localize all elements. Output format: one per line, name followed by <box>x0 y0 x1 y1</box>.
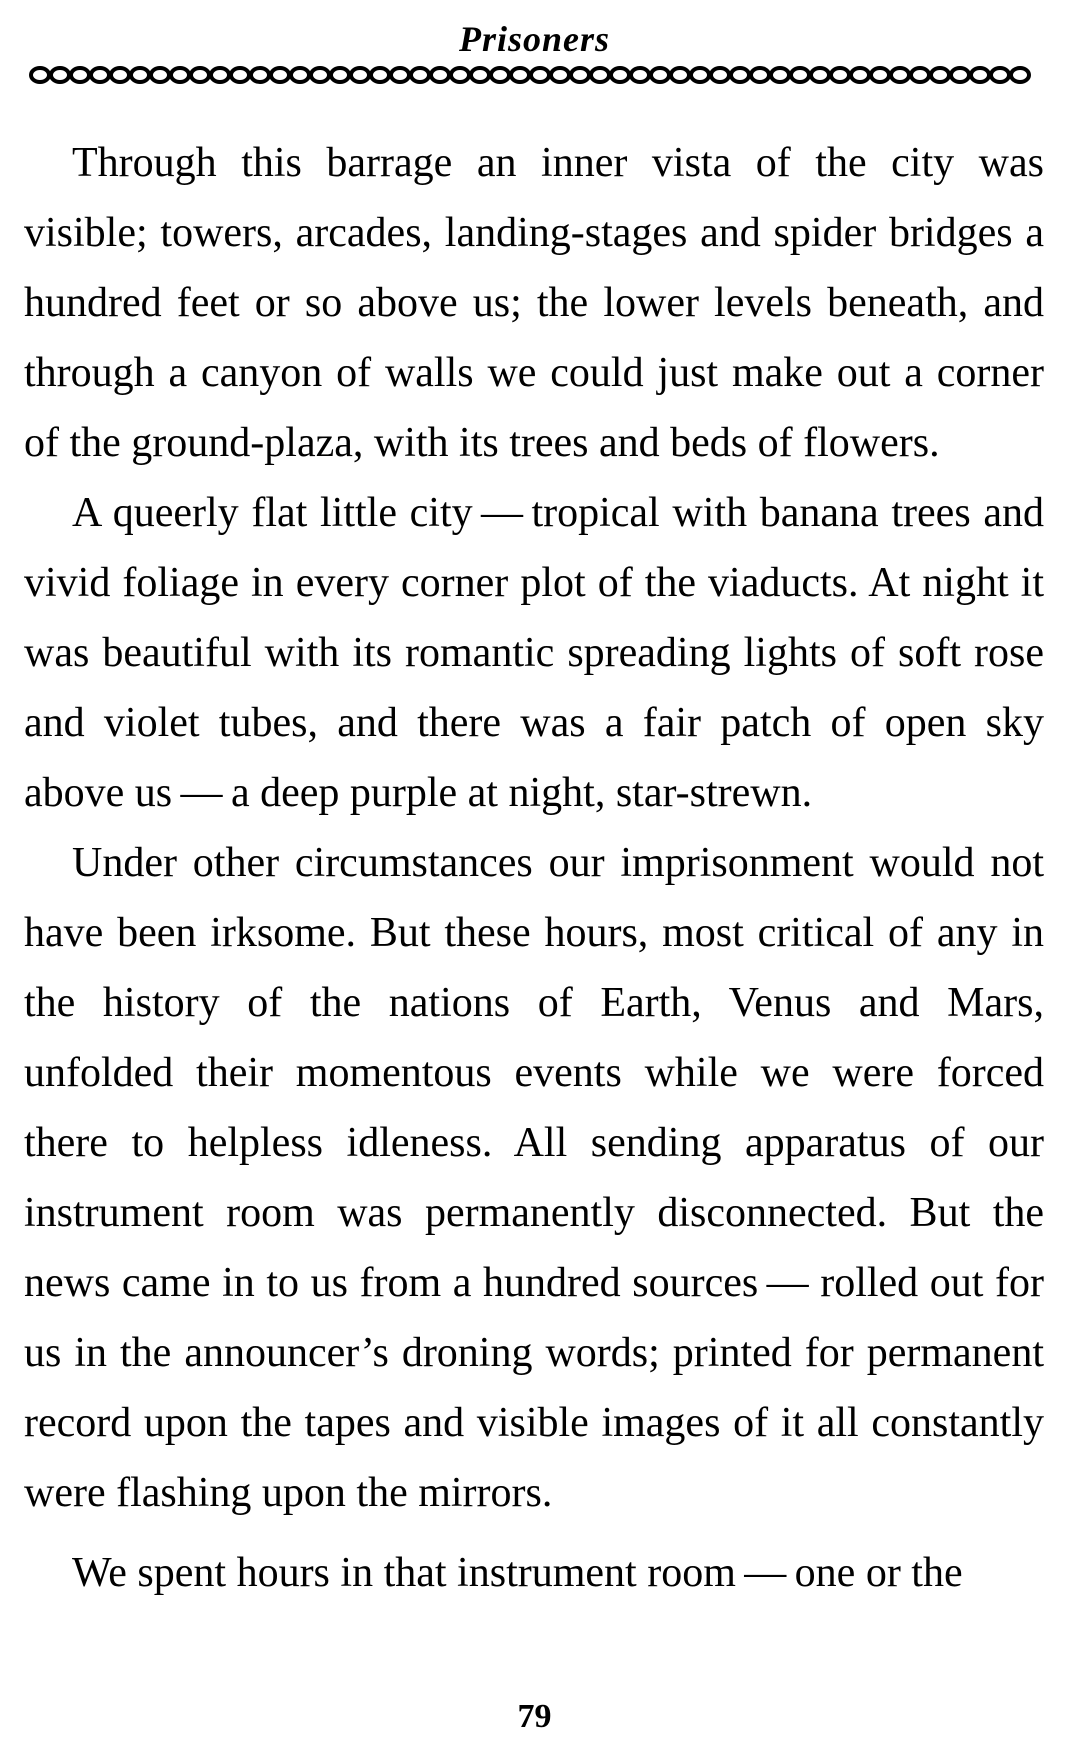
chain-link <box>171 68 189 82</box>
chain-link <box>631 68 649 82</box>
chain-link <box>991 68 1009 82</box>
chain-link <box>671 68 689 82</box>
page-number: 79 <box>517 1698 552 1735</box>
chain-link <box>391 68 409 82</box>
paragraph: Through this barrage an inner vista of the city was visible; towers, arcades, landing-stages and spider bridges a hundred feet or so above us; the lower levels beneath, and through a canyon of walls we could just make out a corner of the ground-plaza, with its trees and beds of flowers. <box>24 140 1044 466</box>
chain-link <box>131 68 149 82</box>
chain-link <box>751 68 769 82</box>
chain-link <box>831 68 849 82</box>
chain-link <box>851 68 869 82</box>
paragraph: We spent hours in that instrument room — one or the <box>72 1550 963 1596</box>
running-title: Prisoners <box>458 19 611 59</box>
chain-link <box>291 68 309 82</box>
chain-link <box>451 68 469 82</box>
chain-link <box>211 68 229 82</box>
chain-link <box>191 68 209 82</box>
chain-link <box>731 68 749 82</box>
chain-link <box>331 68 349 82</box>
chain-link <box>771 68 789 82</box>
chain-link <box>71 68 89 82</box>
chain-link <box>931 68 949 82</box>
chain-link <box>51 68 69 82</box>
chain-link <box>951 68 969 82</box>
paragraph: A queerly flat little city — tropical with banana trees and vivid foliage in every corner plot of the viaducts. At night it was beautiful with its romantic spreading lights of soft rose and violet tubes, and there was a fair patch of open sky above us — a deep purple at night, star-strewn. <box>24 490 1044 816</box>
chain-link <box>871 68 889 82</box>
chain-link <box>111 68 129 82</box>
chain-link <box>31 68 49 82</box>
chain-link <box>431 68 449 82</box>
chain-link <box>91 68 109 82</box>
paragraph: Under other circumstances our imprisonment would not have been irksome. But these hours, most critical of any in the history of the nations of Earth, Venus and Mars, unfolded their momentous events while we were forced there to helpless idleness. All sending apparatus of our instrument room was permanently disconnected. But the news came in to us from a hundred sources — rolled out for us in the announcer’s droning words; printed for permanent record upon the tapes and visible images of it all constantly were flashing upon the mirrors. <box>24 840 1044 1516</box>
chain-link <box>611 68 629 82</box>
chain-link <box>371 68 389 82</box>
chain-link <box>711 68 729 82</box>
chain-link <box>571 68 589 82</box>
chain-link <box>471 68 489 82</box>
chain-link <box>911 68 929 82</box>
chain-link <box>531 68 549 82</box>
chain-link <box>591 68 609 82</box>
chain-link <box>411 68 429 82</box>
chain-link <box>271 68 289 82</box>
chain-link <box>251 68 269 82</box>
chain-link <box>971 68 989 82</box>
chain-link <box>351 68 369 82</box>
chain-link <box>491 68 509 82</box>
chain-link <box>1011 68 1029 82</box>
chain-link <box>151 68 169 82</box>
chain-link <box>551 68 569 82</box>
ornamental-rule <box>22 64 1047 86</box>
chain-link <box>791 68 809 82</box>
chain-link <box>811 68 829 82</box>
chain-link <box>651 68 669 82</box>
chain-link <box>311 68 329 82</box>
body-text <box>24 128 1044 1608</box>
chain-link <box>511 68 529 82</box>
chain-link <box>691 68 709 82</box>
chain-link <box>231 68 249 82</box>
chain-link <box>891 68 909 82</box>
